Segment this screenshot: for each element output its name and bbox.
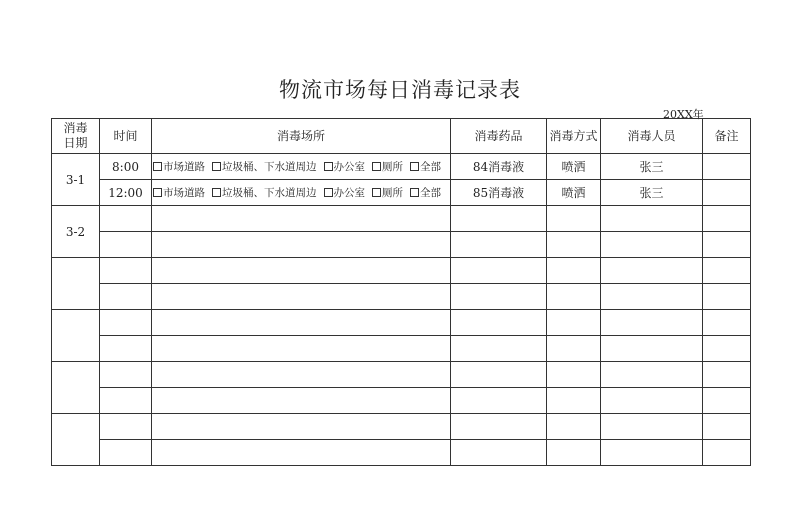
place-option[interactable] xyxy=(153,161,205,173)
agent-cell[interactable]: 84消毒液 xyxy=(451,154,547,180)
date-cell[interactable]: 3-2 xyxy=(52,206,100,258)
remark-cell[interactable] xyxy=(703,362,751,388)
table-row xyxy=(52,388,751,414)
time-cell[interactable] xyxy=(100,310,152,336)
place-cell[interactable] xyxy=(152,440,451,466)
checkbox-icon[interactable] xyxy=(153,188,162,197)
method-cell[interactable] xyxy=(547,414,601,440)
header-remark: 备注 xyxy=(703,119,751,154)
table-row xyxy=(52,154,751,180)
person-cell[interactable] xyxy=(601,310,703,336)
agent-cell[interactable] xyxy=(451,362,547,388)
method-cell[interactable] xyxy=(547,310,601,336)
place-cell[interactable] xyxy=(152,284,451,310)
remark-cell[interactable] xyxy=(703,154,751,180)
table-row xyxy=(52,336,751,362)
date-cell[interactable]: 3-1 xyxy=(52,154,100,206)
checkbox-icon[interactable] xyxy=(410,162,419,171)
table-row xyxy=(52,284,751,310)
time-cell[interactable] xyxy=(100,362,152,388)
person-cell[interactable] xyxy=(601,284,703,310)
person-cell[interactable] xyxy=(601,206,703,232)
person-cell[interactable]: 张三 xyxy=(601,180,703,206)
header-place: 消毒场所 xyxy=(152,119,451,154)
place-cell[interactable] xyxy=(152,362,451,388)
method-cell[interactable] xyxy=(547,362,601,388)
header-method: 消毒方式 xyxy=(547,119,601,154)
time-cell[interactable] xyxy=(100,232,152,258)
table-row xyxy=(52,414,751,440)
place-option[interactable] xyxy=(324,187,366,199)
table-row xyxy=(52,362,751,388)
header-time: 时间 xyxy=(100,119,152,154)
method-cell[interactable] xyxy=(547,284,601,310)
person-cell[interactable]: 张三 xyxy=(601,154,703,180)
table-row xyxy=(52,440,751,466)
disinfection-record-table xyxy=(51,118,751,466)
person-cell[interactable] xyxy=(601,232,703,258)
time-cell[interactable] xyxy=(100,388,152,414)
method-cell[interactable] xyxy=(547,206,601,232)
method-cell[interactable] xyxy=(547,232,601,258)
place-option-label: 厕所 xyxy=(382,161,403,173)
page-title: 物流市场每日消毒记录表 xyxy=(279,78,521,102)
person-cell[interactable] xyxy=(601,258,703,284)
time-cell[interactable]: 12:00 xyxy=(100,180,152,206)
place-cell[interactable] xyxy=(152,232,451,258)
person-cell[interactable] xyxy=(601,388,703,414)
remark-cell[interactable] xyxy=(703,258,751,284)
method-cell[interactable]: 喷洒 xyxy=(547,154,601,180)
time-cell[interactable]: 8:00 xyxy=(100,154,152,180)
table-row xyxy=(52,310,751,336)
method-cell[interactable] xyxy=(547,336,601,362)
checkbox-icon[interactable] xyxy=(372,188,381,197)
place-cell[interactable] xyxy=(152,206,451,232)
place-option-label: 垃圾桶、下水道周边 xyxy=(222,187,317,199)
table-row xyxy=(52,180,751,206)
checkbox-icon[interactable] xyxy=(212,188,221,197)
remark-cell[interactable] xyxy=(703,414,751,440)
date-cell[interactable] xyxy=(52,414,100,466)
remark-cell[interactable] xyxy=(703,206,751,232)
place-cell[interactable] xyxy=(152,388,451,414)
place-option[interactable] xyxy=(372,161,403,173)
place-option-label: 厕所 xyxy=(382,187,403,199)
person-cell[interactable] xyxy=(601,336,703,362)
table-row xyxy=(52,258,751,284)
place-option[interactable] xyxy=(212,161,317,173)
agent-cell[interactable] xyxy=(451,206,547,232)
checkbox-icon[interactable] xyxy=(410,188,419,197)
remark-cell[interactable] xyxy=(703,284,751,310)
person-cell[interactable] xyxy=(601,414,703,440)
remark-cell[interactable] xyxy=(703,388,751,414)
date-cell[interactable] xyxy=(52,258,100,310)
method-cell[interactable]: 喷洒 xyxy=(547,180,601,206)
header-date: 消毒 日期 xyxy=(52,119,100,154)
place-cell[interactable] xyxy=(152,180,451,206)
agent-cell[interactable] xyxy=(451,440,547,466)
agent-cell[interactable] xyxy=(451,388,547,414)
place-option-label: 垃圾桶、下水道周边 xyxy=(222,161,317,173)
time-cell[interactable] xyxy=(100,284,152,310)
agent-cell[interactable] xyxy=(451,336,547,362)
person-cell[interactable] xyxy=(601,440,703,466)
table-row xyxy=(52,206,751,232)
date-cell[interactable] xyxy=(52,362,100,414)
person-cell[interactable] xyxy=(601,362,703,388)
method-cell[interactable] xyxy=(547,258,601,284)
header-person: 消毒人员 xyxy=(601,119,703,154)
place-option[interactable] xyxy=(372,187,403,199)
place-cell[interactable] xyxy=(152,154,451,180)
method-cell[interactable] xyxy=(547,388,601,414)
agent-cell[interactable] xyxy=(451,284,547,310)
checkbox-icon[interactable] xyxy=(372,162,381,171)
table-body xyxy=(52,154,751,466)
remark-cell[interactable] xyxy=(703,180,751,206)
checkbox-icon[interactable] xyxy=(153,162,162,171)
agent-cell[interactable]: 85消毒液 xyxy=(451,180,547,206)
place-option[interactable] xyxy=(212,187,317,199)
place-option-label: 全部 xyxy=(420,161,441,173)
checkbox-icon[interactable] xyxy=(212,162,221,171)
place-cell[interactable] xyxy=(152,336,451,362)
place-option[interactable] xyxy=(324,161,366,173)
remark-cell[interactable] xyxy=(703,232,751,258)
place-option[interactable] xyxy=(153,187,205,199)
agent-cell[interactable] xyxy=(451,310,547,336)
place-cell[interactable] xyxy=(152,414,451,440)
method-cell[interactable] xyxy=(547,440,601,466)
year-label: 20XX年 xyxy=(663,108,704,121)
place-option-label: 市场道路 xyxy=(163,187,205,199)
time-cell[interactable] xyxy=(100,414,152,440)
agent-cell[interactable] xyxy=(451,258,547,284)
place-cell[interactable] xyxy=(152,258,451,284)
place-cell[interactable] xyxy=(152,310,451,336)
checkbox-icon[interactable] xyxy=(324,162,333,171)
time-cell[interactable] xyxy=(100,258,152,284)
header-row xyxy=(52,119,751,154)
header-agent: 消毒药品 xyxy=(451,119,547,154)
place-option[interactable] xyxy=(410,187,441,199)
time-cell[interactable] xyxy=(100,206,152,232)
checkbox-icon[interactable] xyxy=(324,188,333,197)
time-cell[interactable] xyxy=(100,336,152,362)
place-option[interactable] xyxy=(410,161,441,173)
place-option-label: 办公室 xyxy=(333,161,365,173)
remark-cell[interactable] xyxy=(703,440,751,466)
time-cell[interactable] xyxy=(100,440,152,466)
agent-cell[interactable] xyxy=(451,414,547,440)
place-option-label: 办公室 xyxy=(333,187,365,199)
remark-cell[interactable] xyxy=(703,310,751,336)
remark-cell[interactable] xyxy=(703,336,751,362)
place-option-label: 全部 xyxy=(420,187,441,199)
date-cell[interactable] xyxy=(52,310,100,362)
table-row xyxy=(52,232,751,258)
agent-cell[interactable] xyxy=(451,232,547,258)
place-option-label: 市场道路 xyxy=(163,161,205,173)
